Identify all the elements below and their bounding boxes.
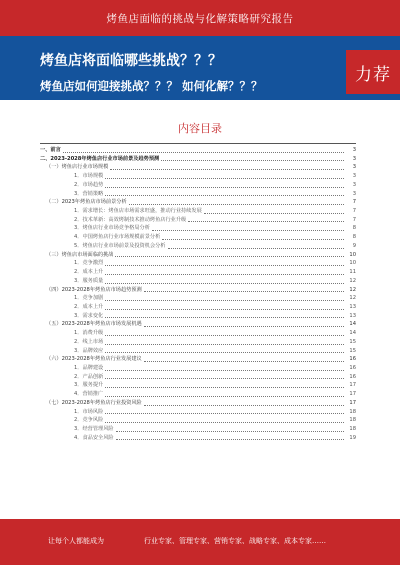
toc-entry[interactable] [40,373,356,382]
toc-leader [105,309,344,310]
toc-leader [105,187,344,188]
toc-entry-text: 1．竞争加剧 [74,295,104,302]
toc-page-number: 7 [352,216,356,223]
toc-entry[interactable] [40,364,356,373]
toc-leader [105,422,344,423]
toc-page-number: 12 [349,286,356,293]
toc-leader [105,396,344,397]
toc-entry-text: 1．需求增长：烤鱼店市场需求旺盛，推动行业持续发展 [74,208,202,215]
toc-entry[interactable] [40,312,356,321]
toc-leader [110,169,344,170]
toc-leader [105,317,344,318]
toc-entry-text: （三）烤鱼店市场面临的挑战 [46,251,114,258]
toc-leader [105,413,344,414]
report-subtitle: 烤鱼店如何迎接挑战？？？ 如何化解？？？ [40,79,263,93]
toc-page-number: 8 [352,234,356,241]
toc-page-number: 10 [349,260,356,267]
toc-leader [204,213,344,214]
toc-leader [152,230,344,231]
toc-entry[interactable] [40,172,356,181]
toc-entry[interactable] [40,181,356,190]
toc-page-number: 17 [349,391,356,398]
toc-page-number: 8 [352,225,356,232]
toc-entry[interactable] [40,216,356,225]
toc-entry-text: 4．营销推广 [74,391,104,398]
toc-page-number: 15 [349,347,356,354]
toc-entry-text: 1．市场风险 [74,408,104,415]
toc-leader [105,195,344,196]
toc-entry-text: （五）2023-2028年烤鱼店市场发展机遇 [46,321,142,328]
toc-leader [144,291,344,292]
toc-entry-text: 2．产品创新 [74,373,104,380]
top-banner [0,0,400,36]
toc-entry[interactable] [40,381,356,390]
toc-leader [144,326,344,327]
toc-page-number: 18 [349,426,356,432]
footer-slogan: 让每个人都能成为 [48,537,104,545]
toc-page-number: 18 [349,408,356,415]
toc-page-number: 7 [352,208,356,215]
toc-entry[interactable] [40,347,356,356]
toc-entry-text: （二）2023年烤鱼店市场前景分析 [46,199,127,206]
toc-entry[interactable] [40,303,356,312]
toc-leader [105,300,344,301]
toc-page-number: 9 [352,242,356,249]
toc-divider [40,143,356,144]
bottom-banner [0,519,400,565]
toc-leader [105,378,344,379]
toc-entry[interactable] [40,259,356,268]
toc-entry[interactable] [40,286,356,295]
toc-page-number: 3 [352,190,356,197]
toc-entry[interactable] [40,277,356,286]
toc-entry[interactable] [40,434,356,443]
toc-leader [144,405,344,406]
toc-heading: 内容目录 [178,122,222,135]
toc-entry[interactable] [40,416,356,425]
toc-leader [144,361,344,362]
table-of-contents [40,146,356,442]
toc-entry-text: （四）2023-2028年烤鱼店市场趋势预测 [46,286,142,293]
toc-page-number: 17 [349,382,356,389]
toc-entry[interactable] [40,355,356,364]
toc-entry[interactable] [40,146,356,155]
toc-page-number: 3 [352,173,356,180]
toc-leader [105,387,344,388]
toc-leader [161,160,344,161]
toc-leader [115,256,344,257]
toc-page-number: 12 [349,295,356,302]
toc-entry[interactable] [40,390,356,399]
toc-leader [116,431,344,432]
toc-leader [116,439,344,440]
toc-page-number: 16 [349,373,356,380]
footer-tags: 行业专家、管理专家、营销专家、战略专家、成本专家…… [144,537,326,545]
toc-entry-text: 2．市场趋势 [74,181,104,188]
toc-leader [105,370,344,371]
toc-page-number: 19 [349,434,356,441]
toc-page-number: 13 [349,303,356,310]
toc-leader [105,352,344,353]
toc-leader [105,178,344,179]
toc-page-number: 14 [349,330,356,337]
toc-leader [63,152,344,153]
toc-entry-text: 2．成本上升 [74,269,104,276]
toc-page-number: 10 [349,251,356,258]
toc-page-number: 17 [349,399,356,406]
toc-entry-text: 2．技术革新：高效烤制技术推动烤鱼店行业升级 [74,216,187,223]
toc-leader [105,283,344,284]
toc-entry-text: 二、2023-2028年烤鱼店行业市场前景及趋势预测 [40,155,160,162]
toc-entry-text: 5．烤鱼店行业市场前景及投资机会分析 [74,242,166,249]
toc-entry-text: 2．线上市场 [74,338,104,345]
toc-page-number: 12 [349,277,356,284]
toc-entry-text: 1．市场规模 [74,173,104,180]
toc-entry-text: 3．服务质量 [74,277,104,284]
toc-entry-text: 2．成本上升 [74,303,104,310]
toc-leader [105,274,344,275]
toc-page-number: 16 [349,364,356,371]
toc-entry-text: 3．品牌效应 [74,347,104,354]
toc-entry[interactable] [40,425,356,434]
toc-entry[interactable] [40,207,356,216]
toc-entry-text: 2．竞争风险 [74,417,104,424]
toc-entry-text: 4．食品安全风险 [74,434,114,441]
toc-entry[interactable] [40,163,356,172]
toc-entry[interactable] [40,294,356,303]
toc-entry[interactable] [40,155,356,164]
toc-entry[interactable] [40,198,356,207]
toc-leader [105,335,344,336]
toc-page-number: 11 [349,269,356,276]
toc-entry-text: （六）2023-2028年烤鱼店行业发展建议 [46,356,142,363]
toc-entry[interactable] [40,408,356,417]
banner-title: 烤鱼店面临的挑战与化解策略研究报告 [106,12,294,25]
toc-entry[interactable] [40,329,356,338]
toc-page-number: 13 [349,312,356,319]
toc-page-number: 14 [349,321,356,328]
toc-entry[interactable] [40,224,356,233]
toc-leader [129,204,344,205]
hero-banner [0,36,400,100]
toc-entry[interactable] [40,399,356,408]
toc-entry[interactable] [40,320,356,329]
toc-entry-text: 1．消费升级 [74,330,104,337]
toc-leader [162,239,344,240]
toc-page-number: 3 [352,147,356,153]
toc-entry[interactable] [40,242,356,251]
toc-page-number: 3 [352,181,356,188]
toc-entry-text: 3．烤鱼店行业市场竞争格局分析 [74,225,150,232]
toc-entry[interactable] [40,190,356,199]
toc-page-number: 3 [352,155,356,162]
toc-leader [105,344,344,345]
toc-page-number: 16 [349,356,356,363]
brand-badge: 力荐 [346,50,400,94]
toc-leader [168,248,345,249]
toc-page-number: 3 [352,164,356,171]
toc-page-number: 7 [352,199,356,206]
toc-leader [105,265,344,266]
toc-leader [188,221,344,222]
toc-entry[interactable] [40,233,356,242]
toc-entry[interactable] [40,338,356,347]
toc-entry-text: 3．服务提升 [74,382,104,389]
toc-entry-text: （一）烤鱼店行业市场规模 [46,164,109,171]
toc-entry-text: 4．中国烤鱼店行业市场规模前景分析 [74,234,161,241]
report-title: 烤鱼店将面临哪些挑战？？？ [40,53,222,69]
toc-page-number: 15 [349,338,356,345]
toc-entry[interactable] [40,251,356,260]
toc-entry-text: 3．营销策略 [74,190,104,197]
toc-entry-text: 1．品牌建设 [74,364,104,371]
toc-entry-text: 1．竞争激烈 [74,260,104,267]
toc-entry-text: 一、前言 [40,147,61,153]
toc-entry[interactable] [40,268,356,277]
toc-entry-text: （七）2023-2028年烤鱼店行业投资风险 [46,399,142,406]
toc-entry-text: 3．经营管理风险 [74,426,114,432]
toc-entry-text: 3．需求变化 [74,312,104,319]
toc-page-number: 18 [349,417,356,424]
